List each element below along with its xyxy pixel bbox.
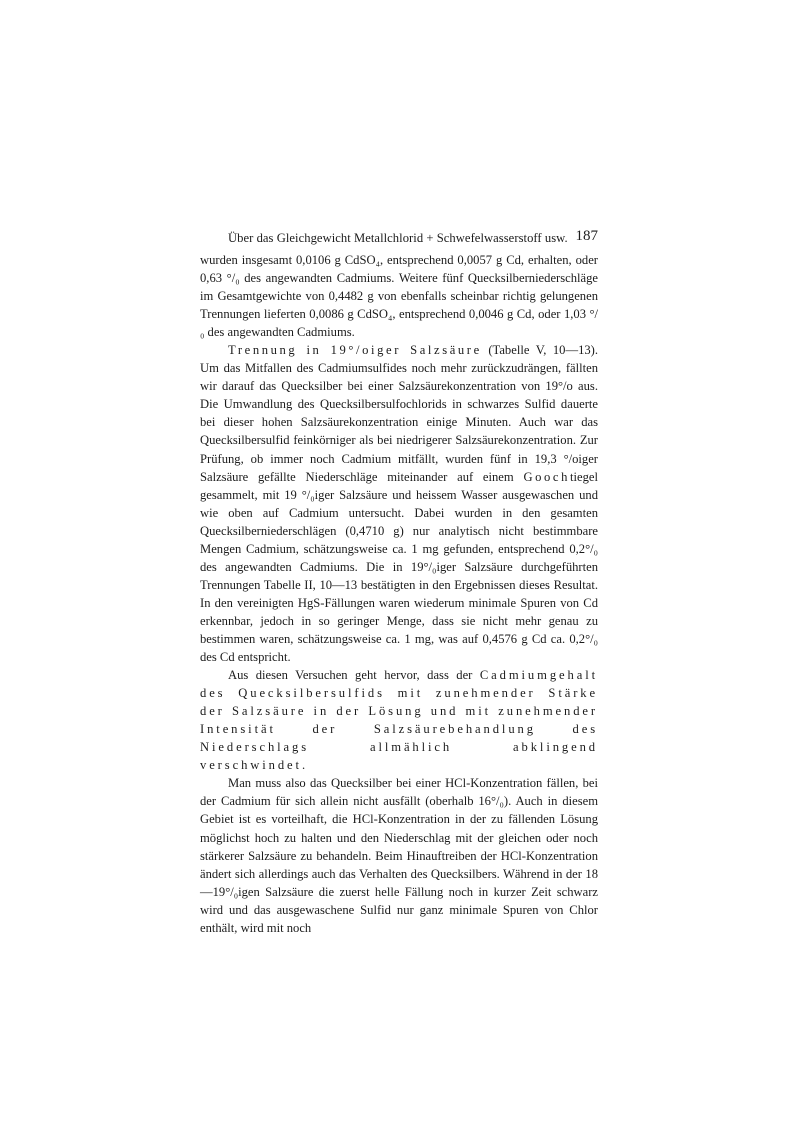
section-heading-spaced: Trennung in 19°/oiger Salzsäure: [228, 343, 482, 358]
paragraph-2-text-b: tiegel gesammelt, mit 19 °/₀iger Salzsäure und heissem Wasser ausgewaschen und wie oben auf Cadmium untersucht. Dabei wurden in den gesamten Quecksilberniederschlägen (0,4710 g) nur analytisch nicht bestimmbare Mengen Cadmium, schätzungsweise ca. 1 mg gefunden, entsprechend 0,2°/₀ des angewandten Cadmiums. Die in 19°/₀iger Salzsäure durchgeführten Trennungen Tabelle II, 10—13 bestätigten in den Ergebnissen dieses Resultat. In den vereinigten HgS-Fällungen waren wiederum minimale Spuren von Cd erkennbar, jedoch in so geringer Menge, dass sie nicht mehr genau zu bestimmen waren, schätzungsweise ca. 1 mg, was auf 0,4576 g Cd ca. 0,2°/₀ des Cd entspricht.: [200, 469, 598, 665]
body-text: [200, 251, 598, 937]
paragraph-4-text: Man muss also das Quecksilber bei einer HCl-Konzentration fällen, bei der Cadmium für sich allein nicht ausfällt (oberhalb 16°/₀). Auch in diesem Gebiet ist es vorteilhaft, die HCl-Konzentration in der zu fällenden Lösung möglichst hoch zu halten und den Niederschlag mit der gleichen oder noch stärkerer Salzsäure zu behandeln. Beim Hinauftreiben der HCl-Konzentration ändert sich allerdings auch das Verhalten des Quecksilbers. Während in der 18—19°/₀igen Salzsäure die zuerst helle Fällung noch in kurzer Zeit schwarz wird und das ausgewaschene Sulfid nur ganz minimale Spuren von Chlor enthält, wird mit noch: [200, 776, 598, 935]
conclusion-emphasis-spaced: Cadmiumgehalt des Quecksilbersulfids mit zunehmender Stärke der Salzsäure in der Lösung und mit zunehmender Intensität der Salzsäurebehandlung des Niederschlags allmählich abklingend verschwindet.: [200, 668, 598, 773]
page-number: 187: [575, 228, 598, 244]
page-header: [200, 228, 598, 248]
paragraph-3-text: Aus diesen Versuchen geht hervor, dass der: [228, 668, 480, 683]
paragraph-4: [200, 774, 598, 936]
paragraph-1: [200, 251, 598, 341]
running-title: Über das Gleichgewicht Metallchlorid + Schwefelwasserstoff usw.: [228, 231, 568, 245]
name-gooch-spaced: Gooch: [523, 469, 571, 484]
paragraph-2: [200, 341, 598, 666]
paragraph-2-text-a: (Tabelle V, 10—13). Um das Mitfallen des Cadmiumsulfides noch mehr zurückzudrängen, fällten wir darauf das Quecksilber bei einer Salzsäurekonzentration von 19°/o aus. Die Umwandlung des Quecksilbersulfochlorids in schwarzes Sulfid dauerte bei dieser hohen Salzsäurekonzentration einige Minuten. Auch war das Quecksilbersulfid feinkörniger als bei niedrigerer Salzsäurekonzentration. Zur Prüfung, ob immer noch Cadmium mitfällt, wurden fünf in 19,3 °/oiger Salzsäure gefällte Niederschläge miteinander auf einem: [200, 343, 598, 484]
paragraph-1-text: wurden insgesamt 0,0106 g CdSO₄, entsprechend 0,0057 g Cd, erhalten, oder 0,63 °/₀ des angewandten Cadmiums. Weitere fünf Quecksilberniederschläge im Gesamtgewichte von 0,4482 g von ebenfalls scheinbar richtig gelungenen Trennungen lieferten 0,0086 g CdSO₄, entsprechend 0,0046 g Cd, oder 1,03 °/₀ des angewandten Cadmiums.: [200, 253, 598, 340]
paragraph-3: [200, 666, 598, 774]
